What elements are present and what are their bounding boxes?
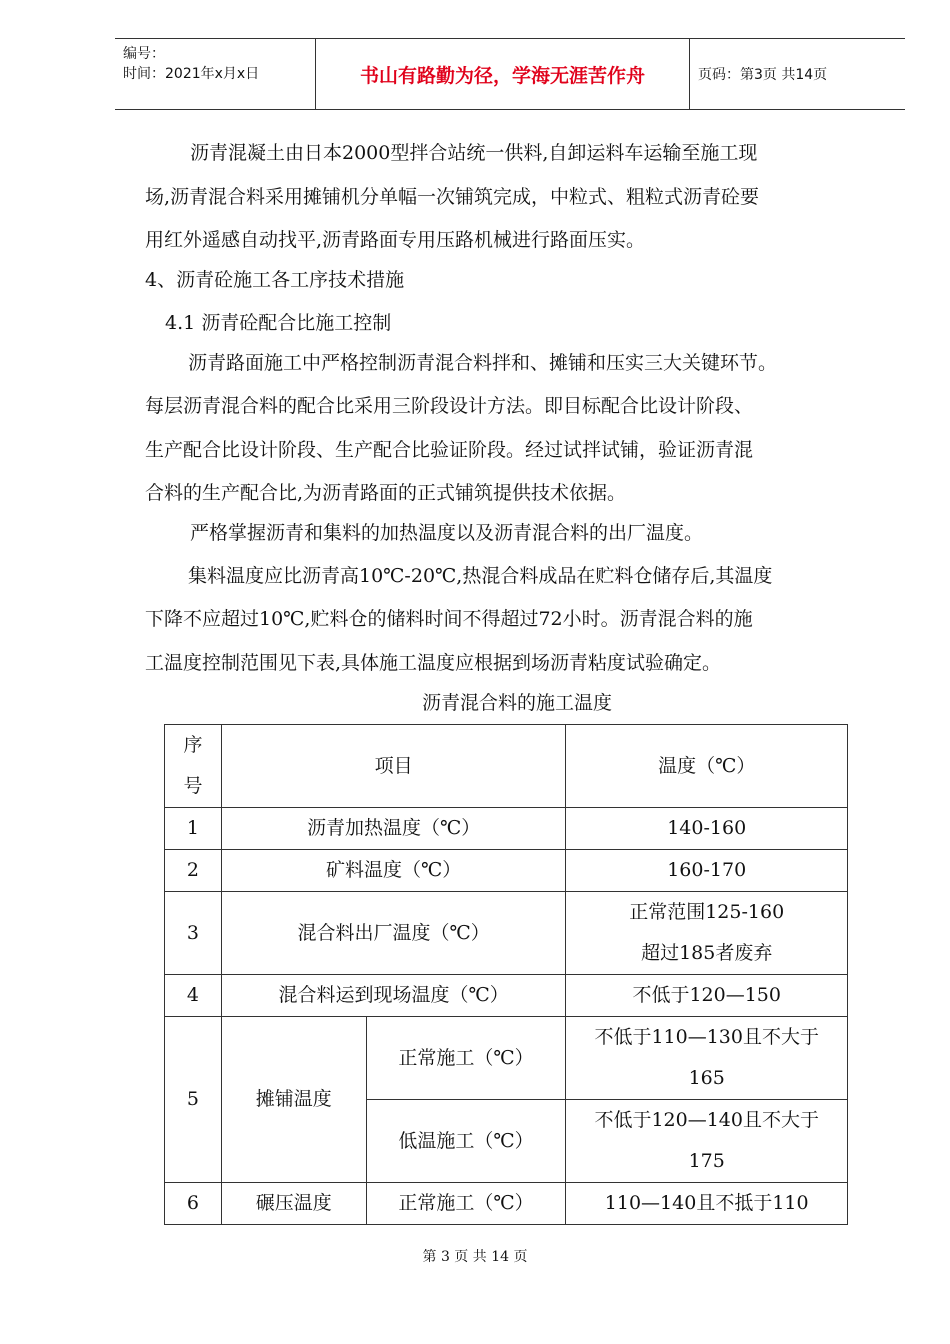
cell-item: 矿料温度（℃） — [221, 850, 565, 892]
header-cell-no: 序 号 — [165, 725, 222, 808]
page-footer: 第 3 页 共 14 页 — [422, 1249, 528, 1265]
cell-no: 1 — [165, 808, 222, 850]
cell-item: 混合料运到现场温度（℃） — [221, 975, 565, 1017]
paragraph-line: 下降不应超过10℃,贮料仓的储料时间不得超过72小时。沥青混合料的施 — [145, 608, 753, 630]
cell-no: 3 — [165, 892, 222, 975]
paragraph-line: 工温度控制范围见下表,具体施工温度应根据到场沥青粘度试验确定。 — [145, 652, 722, 674]
cell-subitem: 正常施工（℃） — [366, 1017, 566, 1100]
paragraph-line: 用红外遥感自动找平,沥青路面专用压路机械进行路面压实。 — [145, 229, 646, 251]
paragraph-line: 集料温度应比沥青高10℃-20℃,热混合料成品在贮料仓储存后,其温度 — [188, 565, 773, 587]
cell-temp: 160-170 — [566, 850, 848, 892]
cell-temp: 不低于120—140且不大于 175 — [566, 1100, 848, 1183]
header-cell-temp: 温度（℃） — [566, 725, 848, 808]
paragraph-line: 严格掌握沥青和集料的加热温度以及沥青混合料的出厂温度。 — [190, 522, 704, 544]
cell-temp: 正常范围125-160 超过185者废弃 — [566, 892, 848, 975]
temperature-table — [164, 724, 848, 1225]
table-header-row — [165, 725, 848, 808]
table-row — [165, 892, 848, 975]
cell-no: 5 — [165, 1017, 222, 1183]
cell-temp: 110—140且不抵于110 — [566, 1183, 848, 1225]
section-heading: 4、沥青砼施工各工序技术措施 — [145, 269, 405, 291]
paragraph-line: 每层沥青混合料的配合比采用三阶段设计方法。即目标配合比设计阶段、 — [145, 395, 754, 417]
paragraph-line: 场,沥青混合料采用摊铺机分单幅一次铺筑完成，中粒式、粗粒式沥青砼要 — [145, 186, 760, 208]
cell-no: 4 — [165, 975, 222, 1017]
paragraph-line: 沥青路面施工中严格控制沥青混合料拌和、摊铺和压实三大关键环节。 — [188, 352, 778, 374]
header-meta — [115, 39, 316, 109]
cell-subitem: 正常施工（℃） — [366, 1183, 566, 1225]
cell-temp: 不低于110—130且不大于 165 — [566, 1017, 848, 1100]
cell-item: 碾压温度 — [221, 1183, 366, 1225]
cell-item: 混合料出厂温度（℃） — [221, 892, 565, 975]
page-header — [115, 38, 905, 110]
paragraph-line: 合料的生产配合比,为沥青路面的正式铺筑提供技术依据。 — [145, 482, 627, 504]
cell-temp: 不低于120—150 — [566, 975, 848, 1017]
header-motto: 书山有路勤为径，学海无涯苦作舟 — [316, 39, 690, 109]
subsection-heading: 4.1 沥青砼配合比施工控制 — [165, 312, 392, 334]
time-label: 时间：2021年x月x日 — [123, 66, 260, 82]
page-code: 页码：第3页 共14页 — [698, 67, 828, 83]
cell-subitem: 低温施工（℃） — [366, 1100, 566, 1183]
cell-item: 沥青加热温度（℃） — [221, 808, 565, 850]
paragraph-line: 沥青混凝土由日本2000型拌合站统一供料,自卸运料车运输至施工现 — [190, 142, 758, 164]
cell-item: 摊铺温度 — [221, 1017, 366, 1183]
table-row — [165, 850, 848, 892]
table-row — [165, 975, 848, 1017]
table-title: 沥青混合料的施工温度 — [422, 692, 613, 714]
table-row — [165, 808, 848, 850]
cell-temp: 140-160 — [566, 808, 848, 850]
number-label: 编号： — [123, 46, 165, 62]
table-row — [165, 1183, 848, 1225]
table-row — [165, 1017, 848, 1100]
paragraph-line: 生产配合比设计阶段、生产配合比验证阶段。经过试拌试铺，验证沥青混 — [145, 439, 754, 461]
cell-no: 6 — [165, 1183, 222, 1225]
header-cell-item: 项目 — [221, 725, 565, 808]
cell-no: 2 — [165, 850, 222, 892]
